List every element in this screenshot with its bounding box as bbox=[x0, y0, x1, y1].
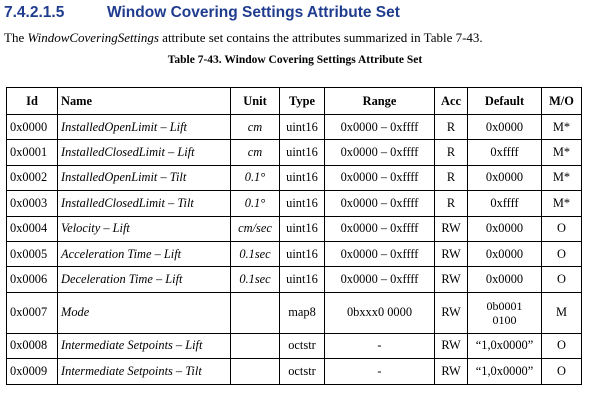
cell-access: RW bbox=[435, 333, 468, 358]
cell-unit: cm bbox=[231, 140, 280, 165]
cell-id: 0x0004 bbox=[7, 216, 58, 241]
cell-name: InstalledClosedLimit – Tilt bbox=[58, 191, 231, 216]
table-row bbox=[7, 292, 582, 333]
cell-mo: M bbox=[542, 292, 582, 333]
cell-range: 0x0000 – 0xffff bbox=[325, 216, 435, 241]
cell-mo: M* bbox=[542, 165, 582, 190]
intro-paragraph bbox=[4, 30, 483, 46]
cell-type: octstr bbox=[280, 333, 325, 358]
table-caption: Table 7-43. Window Covering Settings Attribute Set bbox=[167, 54, 423, 66]
table-row bbox=[7, 165, 582, 190]
header-id: Id bbox=[7, 88, 58, 115]
cell-range: 0bxxx0 0000 bbox=[325, 292, 435, 333]
intro-text-before: The bbox=[4, 30, 28, 45]
cell-unit: 0.1sec bbox=[231, 241, 280, 266]
section-number: 7.4.2.1.5 bbox=[4, 4, 65, 21]
cell-id: 0x0009 bbox=[7, 359, 58, 384]
cell-id: 0x0000 bbox=[7, 115, 58, 140]
cell-default bbox=[468, 292, 542, 333]
cell-name: Mode bbox=[58, 292, 231, 333]
table-row bbox=[7, 191, 582, 216]
cell-mo: M* bbox=[542, 140, 582, 165]
cell-id: 0x0005 bbox=[7, 241, 58, 266]
header-mandatory-optional: M/O bbox=[542, 88, 582, 115]
cell-name: InstalledOpenLimit – Lift bbox=[58, 115, 231, 140]
table-row bbox=[7, 140, 582, 165]
cell-unit: cm bbox=[231, 115, 280, 140]
cell-mo: O bbox=[542, 241, 582, 266]
cell-name: Intermediate Setpoints – Lift bbox=[58, 333, 231, 358]
cell-id: 0x0008 bbox=[7, 333, 58, 358]
cell-default: 0x0000 bbox=[468, 267, 542, 292]
cell-default-line-1: 0b0001 bbox=[486, 298, 523, 313]
cell-name: InstalledOpenLimit – Tilt bbox=[58, 165, 231, 190]
cell-name: Deceleration Time – Lift bbox=[58, 267, 231, 292]
cell-id: 0x0007 bbox=[7, 292, 58, 333]
cell-access: RW bbox=[435, 241, 468, 266]
cell-default: 0x0000 bbox=[468, 115, 542, 140]
cell-name: Acceleration Time – Lift bbox=[58, 241, 231, 266]
cell-type: uint16 bbox=[280, 140, 325, 165]
cell-id: 0x0002 bbox=[7, 165, 58, 190]
cell-mo: O bbox=[542, 359, 582, 384]
cell-name: InstalledClosedLimit – Lift bbox=[58, 140, 231, 165]
cell-default: 0xffff bbox=[468, 140, 542, 165]
cell-default-line-2: 0100 bbox=[492, 312, 517, 327]
header-type: Type bbox=[280, 88, 325, 115]
cell-type: map8 bbox=[280, 292, 325, 333]
cell-default: 0x0000 bbox=[468, 165, 542, 190]
table-row bbox=[7, 359, 582, 384]
cell-default: 0xffff bbox=[468, 191, 542, 216]
cell-unit: 0.1° bbox=[231, 165, 280, 190]
cell-access: RW bbox=[435, 216, 468, 241]
cell-mo: O bbox=[542, 267, 582, 292]
cell-type: uint16 bbox=[280, 241, 325, 266]
cell-default: 0x0000 bbox=[468, 241, 542, 266]
cell-default: 0x0000 bbox=[468, 216, 542, 241]
cell-unit: 0.1° bbox=[231, 191, 280, 216]
cell-type: octstr bbox=[280, 359, 325, 384]
cell-mo: M* bbox=[542, 115, 582, 140]
section-title: Window Covering Settings Attribute Set bbox=[107, 4, 400, 21]
cell-access: R bbox=[435, 191, 468, 216]
cell-range: - bbox=[325, 333, 435, 358]
intro-text-after: attribute set contains the attributes summarized in Table 7-43. bbox=[158, 30, 483, 45]
cell-unit: cm/sec bbox=[231, 216, 280, 241]
cell-range: 0x0000 – 0xffff bbox=[325, 140, 435, 165]
cell-mo: M* bbox=[542, 191, 582, 216]
attribute-table bbox=[6, 87, 582, 385]
cell-id: 0x0006 bbox=[7, 267, 58, 292]
cell-type: uint16 bbox=[280, 216, 325, 241]
cell-range: 0x0000 – 0xffff bbox=[325, 267, 435, 292]
cell-name: Velocity – Lift bbox=[58, 216, 231, 241]
cell-mo: O bbox=[542, 333, 582, 358]
header-range: Range bbox=[325, 88, 435, 115]
cell-mo: O bbox=[542, 216, 582, 241]
cell-access: R bbox=[435, 115, 468, 140]
cell-unit bbox=[231, 359, 280, 384]
cell-unit: 0.1sec bbox=[231, 267, 280, 292]
cell-range: - bbox=[325, 359, 435, 384]
cell-type: uint16 bbox=[280, 191, 325, 216]
cell-range: 0x0000 – 0xffff bbox=[325, 241, 435, 266]
cell-unit bbox=[231, 292, 280, 333]
table-row bbox=[7, 267, 582, 292]
section-heading bbox=[4, 4, 400, 24]
header-access: Acc bbox=[435, 88, 468, 115]
table-row bbox=[7, 216, 582, 241]
header-unit: Unit bbox=[231, 88, 280, 115]
cell-id: 0x0003 bbox=[7, 191, 58, 216]
cell-range: 0x0000 – 0xffff bbox=[325, 115, 435, 140]
cell-id: 0x0001 bbox=[7, 140, 58, 165]
cell-access: R bbox=[435, 140, 468, 165]
cell-access: R bbox=[435, 165, 468, 190]
cell-name: Intermediate Setpoints – Tilt bbox=[58, 359, 231, 384]
cell-range: 0x0000 – 0xffff bbox=[325, 165, 435, 190]
cell-type: uint16 bbox=[280, 115, 325, 140]
table-row bbox=[7, 241, 582, 266]
header-default: Default bbox=[468, 88, 542, 115]
cell-range: 0x0000 – 0xffff bbox=[325, 191, 435, 216]
table-header-row bbox=[7, 88, 582, 115]
cell-access: RW bbox=[435, 292, 468, 333]
header-name: Name bbox=[58, 88, 231, 115]
cell-default: “1,0x0000” bbox=[468, 333, 542, 358]
table-row bbox=[7, 115, 582, 140]
cell-default: “1,0x0000” bbox=[468, 359, 542, 384]
intro-attribute-set-name: WindowCoveringSettings bbox=[27, 30, 159, 45]
cell-type: uint16 bbox=[280, 267, 325, 292]
cell-unit bbox=[231, 333, 280, 358]
cell-access: RW bbox=[435, 267, 468, 292]
cell-access: RW bbox=[435, 359, 468, 384]
table-row bbox=[7, 333, 582, 358]
cell-type: uint16 bbox=[280, 165, 325, 190]
